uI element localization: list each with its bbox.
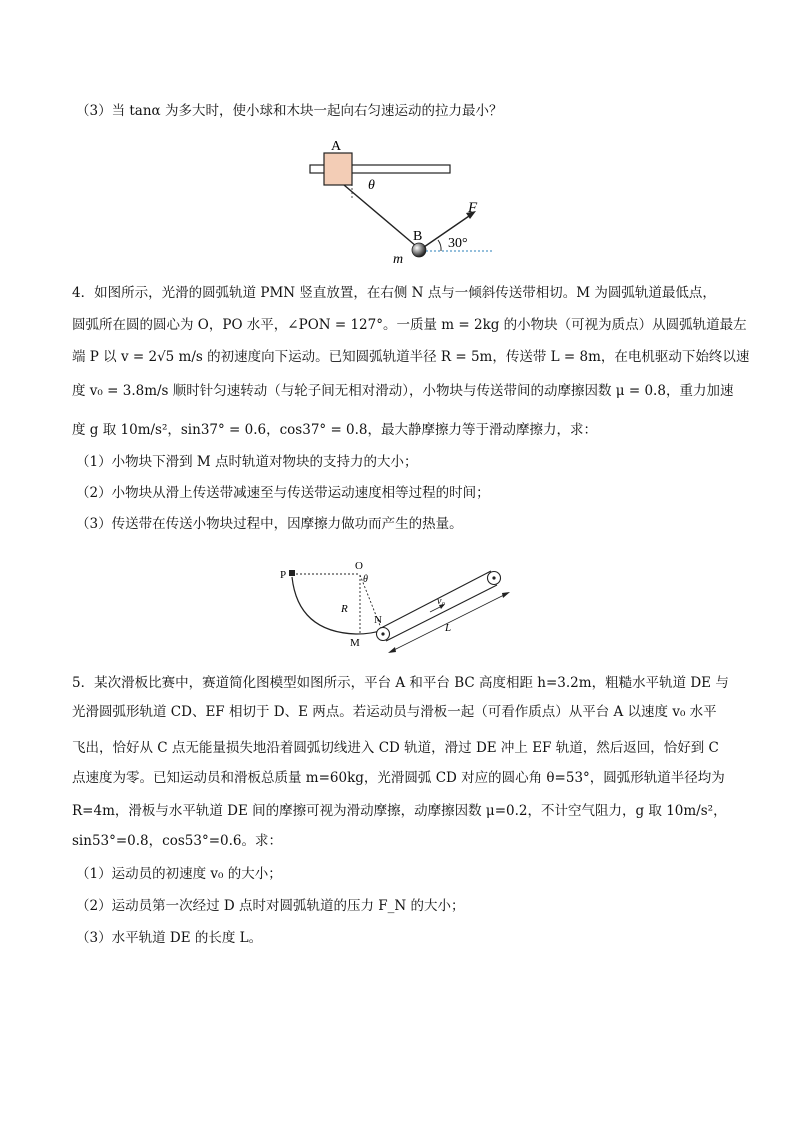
q4-sub-2: （2）小物块从滑上传送带减速至与传送带运动速度相等过程的时间； (76, 485, 490, 501)
q4-line-3: 端 P 以 v = 2√5 m/s 的初速度向下运动。已知圆弧轨道半径 R = 5m，传送带 L = 8m，在电机驱动下始终以速 (72, 349, 750, 365)
dimension-arrow-right (502, 592, 510, 598)
pulley-right-axle (492, 576, 495, 579)
q3-prev-question: （3）当 tanα 为多大时，使小球和木块一起向右匀速运动的拉力最小？ (76, 103, 503, 119)
label-v0: v₀ (437, 596, 445, 607)
figure-block-ball-force (300, 134, 478, 267)
q5-sub-1: （1）运动员的初速度 v₀ 的大小； (76, 866, 282, 882)
label-angle: 30° (448, 236, 468, 251)
label-r: R (341, 603, 348, 615)
string (344, 185, 416, 246)
q5-sub-2: （2）运动员第一次经过 D 点时对圆弧轨道的压力 F_N 的大小； (76, 898, 465, 914)
angle-arc (438, 240, 441, 251)
belt-bottom (386, 585, 497, 641)
q4-sub-1: （1）小物块下滑到 M 点时轨道对物块的支持力的大小； (76, 454, 418, 470)
figure-arc-track-conveyor (278, 558, 518, 658)
point-p-marker (289, 570, 295, 576)
q5-line-3: 飞出，恰好从 C 点无能量损失地沿着圆弧切线进入 CD 轨道，滑过 DE 冲上 EF 轨道，然后返回，恰好到 C (72, 740, 719, 756)
label-theta: θ (363, 574, 368, 585)
label-a: A (331, 139, 342, 154)
q5-sub-3: （3）水平轨道 DE 的长度 L。 (76, 930, 263, 946)
label-theta: θ (368, 178, 375, 193)
arc-track (292, 577, 382, 634)
q4-line-2: 圆弧所在圆的圆心为 O，PO 水平，∠PON = 127°。一质量 m = 2kg 的小物块（可视为质点）从圆弧轨道最左 (72, 317, 747, 333)
ball-b (412, 243, 426, 257)
block-a (324, 153, 352, 185)
pulley-left-axle (381, 632, 384, 635)
label-o: O (355, 560, 363, 572)
label-p: P (280, 569, 287, 581)
q4-line-4: 度 v₀ = 3.8m/s 顺时针匀速转动（与轮子间无相对滑动），小物块与传送带间的动摩擦因数 μ = 0.8，重力加速 (72, 383, 734, 399)
label-n: N (374, 614, 382, 626)
q4-line-5: 度 g 取 10m/s²，sin37° = 0.6，cos37° = 0.8，最大静摩擦力等于滑动摩擦力，求： (72, 422, 598, 438)
q5-line-6: sin53°=0.8，cos53°=0.6。求： (72, 833, 282, 849)
label-b: B (413, 229, 423, 244)
dimension-arrow-left (388, 647, 396, 653)
q5-line-1: 5．某次滑板比赛中，赛道简化图模型如图所示，平台 A 和平台 BC 高度相距 h=3.2m，粗糙水平轨道 DE 与 (72, 675, 729, 691)
label-m: m (393, 252, 404, 267)
label-m: M (350, 637, 360, 649)
label-l: L (445, 622, 452, 634)
belt-top (381, 571, 491, 628)
q5-line-5: R=4m，滑板与水平轨道 DE 间的摩擦可视为滑动摩擦，动摩擦因数 μ=0.2，不计空气阻力，g 取 10m/s²， (72, 803, 727, 819)
label-f: F (468, 200, 478, 216)
q4-line-1: 4．如图所示，光滑的圆弧轨道 PMN 竖直放置，在右侧 N 点与一倾斜传送带相切。M 为圆弧轨道最低点， (72, 285, 716, 301)
q4-sub-3: （3）传送带在传送小物块过程中，因摩擦力做功而产生的热量。 (76, 516, 463, 532)
q5-line-4: 点速度为零。已知运动员和滑板总质量 m=60kg，光滑圆弧 CD 对应的圆心角 θ=53°，圆弧形轨道半径均为 (72, 770, 725, 786)
q5-line-2: 光滑圆弧形轨道 CD、EF 相切于 D、E 两点。若运动员与滑板一起（可看作质点）从平台 A 以速度 v₀ 水平 (72, 704, 717, 720)
